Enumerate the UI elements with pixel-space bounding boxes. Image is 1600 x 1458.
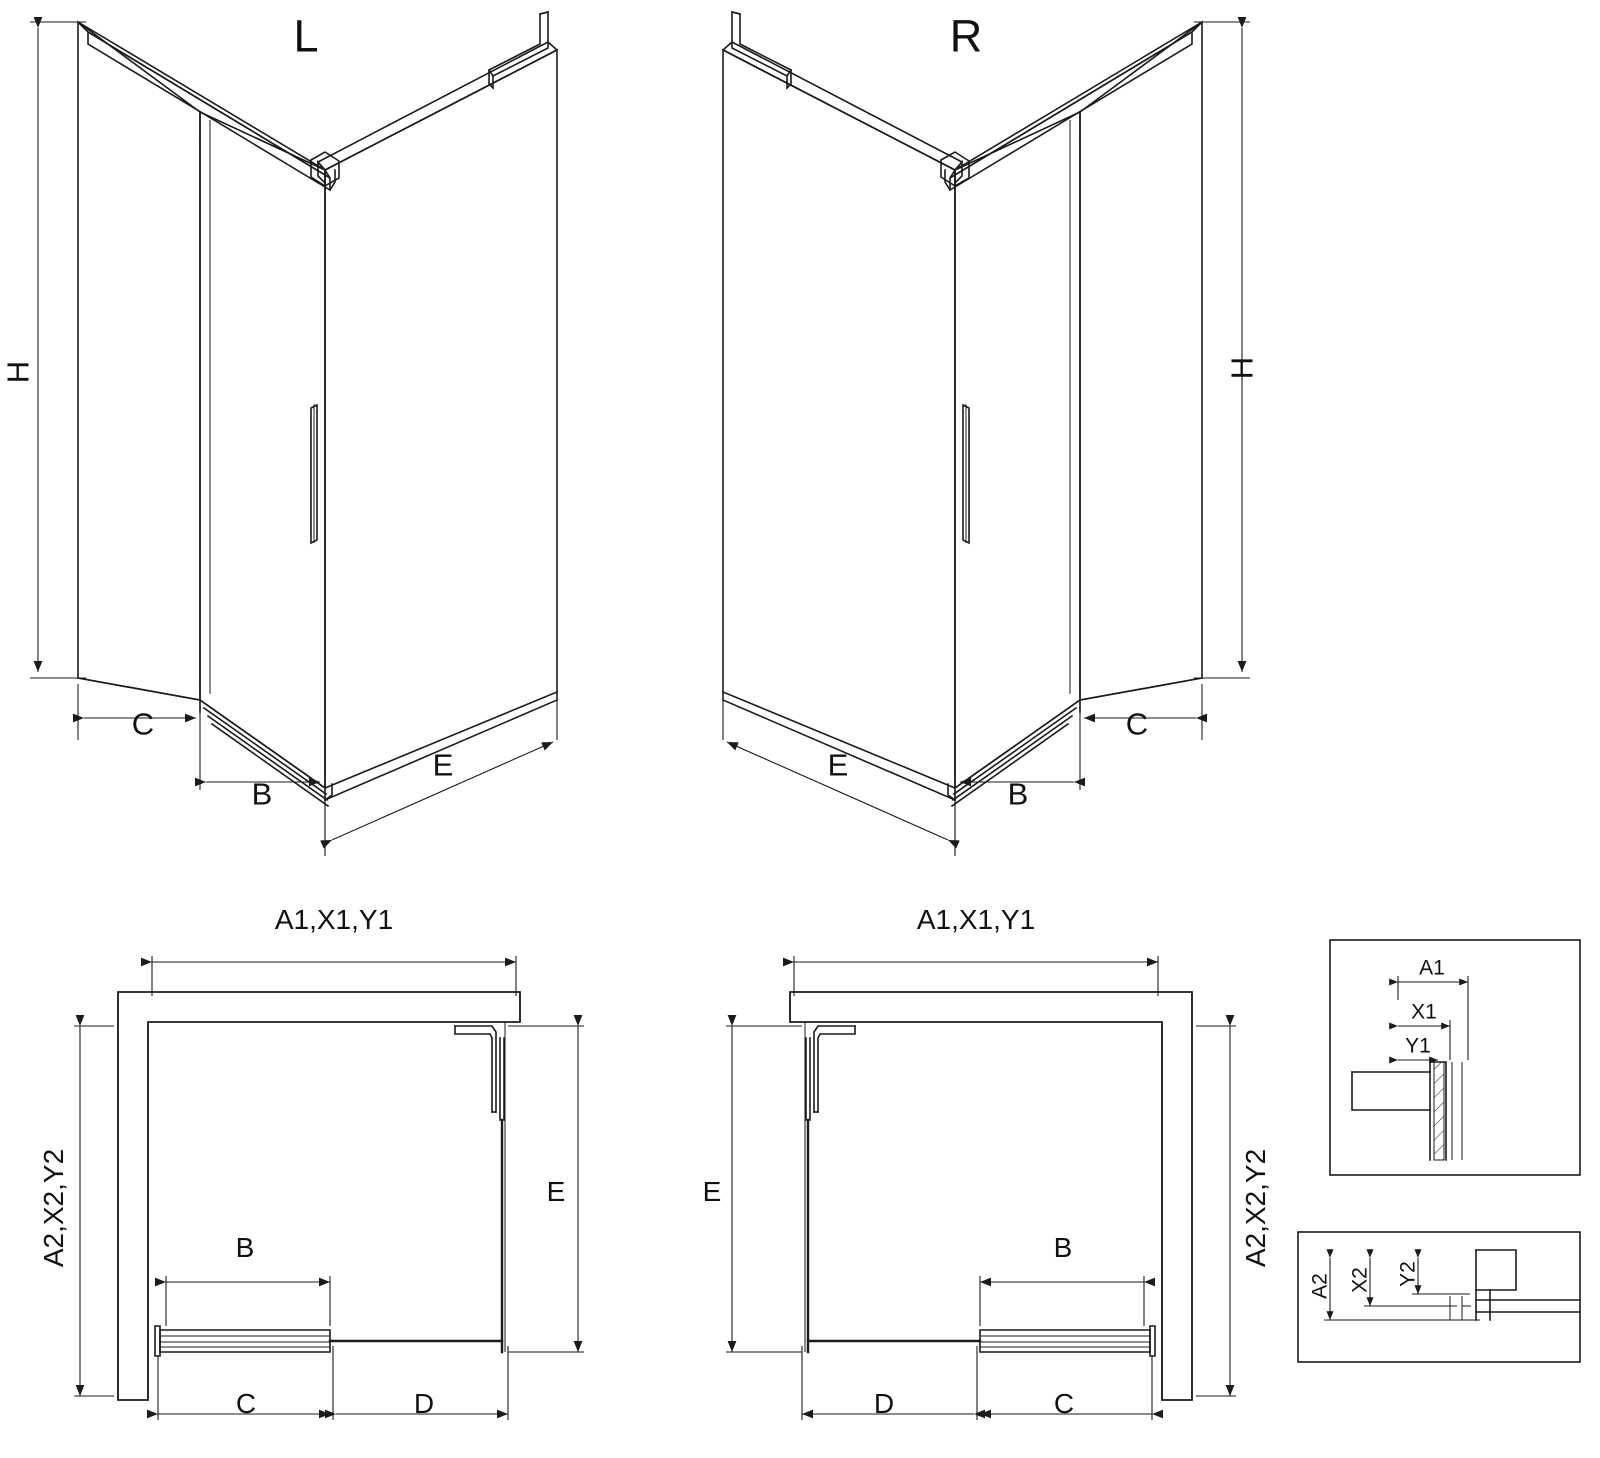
detail-top-view bbox=[1330, 940, 1580, 1175]
plan-left-top-dim: A1,X1,Y1 bbox=[274, 904, 394, 935]
plan-right-dim-c: C bbox=[1053, 1388, 1075, 1419]
plan-right-dim-e: E bbox=[702, 1176, 722, 1207]
iso-left-dim-c: C bbox=[131, 706, 155, 742]
plan-left-dim-b: B bbox=[235, 1232, 255, 1263]
plan-right-view bbox=[726, 956, 1236, 1420]
iso-left-height-dim: H bbox=[0, 360, 36, 384]
iso-right-dim-c: C bbox=[1125, 706, 1149, 742]
detail-bottom-view bbox=[1298, 1232, 1580, 1362]
iso-left-title: L bbox=[293, 10, 319, 62]
plan-left-dim-e: E bbox=[546, 1176, 566, 1207]
iso-left-view bbox=[30, 12, 557, 856]
plan-right-dim-b: B bbox=[1053, 1232, 1073, 1263]
iso-left-dim-b: B bbox=[251, 776, 273, 812]
plan-left-dim-d: D bbox=[413, 1388, 435, 1419]
plan-left-dim-c: C bbox=[235, 1388, 257, 1419]
plan-right-top-dim: A1,X1,Y1 bbox=[916, 904, 1036, 935]
plan-right-dim-d: D bbox=[873, 1388, 895, 1419]
plan-left-view bbox=[74, 956, 584, 1420]
iso-right-view bbox=[723, 12, 1250, 856]
iso-right-dim-e: E bbox=[827, 747, 849, 783]
plan-right-side-dim: A2,X2,Y2 bbox=[1240, 1148, 1271, 1268]
detail-bottom-dim-y2: Y2 bbox=[1396, 1261, 1420, 1287]
iso-right-dim-b: B bbox=[1007, 776, 1029, 812]
detail-top-dim-x1: X1 bbox=[1411, 1000, 1437, 1024]
plan-left-side-dim: A2,X2,Y2 bbox=[38, 1148, 69, 1268]
detail-bottom-dim-a2: A2 bbox=[1308, 1273, 1332, 1299]
detail-top-dim-a1: A1 bbox=[1419, 956, 1445, 980]
iso-left-dim-e: E bbox=[432, 747, 454, 783]
iso-right-title: R bbox=[949, 10, 983, 62]
iso-right-height-dim: H bbox=[1224, 356, 1260, 380]
detail-top-dim-y1: Y1 bbox=[1405, 1034, 1431, 1058]
detail-bottom-dim-x2: X2 bbox=[1348, 1267, 1372, 1293]
